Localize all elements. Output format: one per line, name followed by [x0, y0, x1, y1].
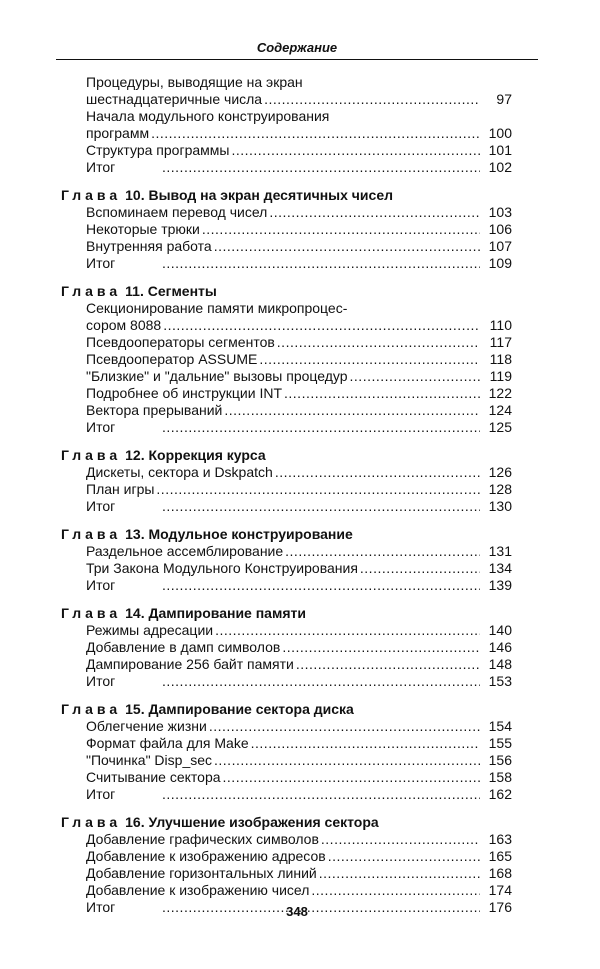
chapter-title: 10. Вывод на экран десятичных чисел	[125, 187, 393, 203]
entry-text: Считывание сектора	[86, 769, 221, 785]
dot-leader	[224, 402, 480, 419]
entry-text: Подробнее об инструкции INT	[86, 385, 283, 401]
entry-row	[86, 577, 512, 594]
entry-row	[86, 351, 512, 368]
chapter-section	[61, 526, 512, 594]
chapter-heading	[61, 187, 512, 204]
entry-page-number: 153	[488, 673, 512, 689]
entry-row	[86, 125, 512, 142]
entry-page-number: 122	[488, 385, 512, 401]
toc-entry	[86, 255, 512, 272]
dot-leader	[209, 718, 480, 735]
entry-page-number: 125	[488, 419, 512, 435]
dot-leader	[360, 560, 480, 577]
dot-leader	[151, 125, 480, 142]
entry-row	[86, 368, 512, 385]
dot-leader	[328, 848, 480, 865]
entry-text: Добавление к изображению чисел	[86, 882, 310, 898]
entry-text: Дискеты, сектора и Dskpatch	[86, 464, 273, 480]
chapter-label: Глава	[61, 605, 122, 621]
toc-entry	[86, 221, 512, 238]
entry-text: сором 8088	[86, 317, 162, 333]
dot-leader	[163, 317, 480, 334]
toc-entry	[86, 865, 512, 882]
entry-text: Итог	[86, 255, 116, 271]
entry-row	[86, 402, 512, 419]
entry-page-number: 119	[489, 368, 512, 384]
table-of-contents	[61, 74, 512, 927]
entry-page-number: 131	[488, 543, 512, 559]
toc-entry	[86, 735, 512, 752]
dot-leader	[264, 91, 480, 108]
dot-leader	[284, 385, 480, 402]
dot-leader	[162, 419, 480, 436]
entry-page-number: 148	[488, 656, 512, 672]
toc-entry	[86, 74, 512, 108]
entry-page-number: 117	[489, 334, 512, 350]
toc-entry	[86, 498, 512, 515]
dot-leader	[162, 786, 480, 803]
entry-page-number: 174	[488, 882, 512, 898]
entry-text: шестнадцатеричные числа	[86, 91, 263, 107]
entry-page-number: 130	[488, 498, 512, 514]
page-number: 348	[286, 904, 308, 919]
entry-text-line: Секционирование памяти микропроцес-	[86, 300, 348, 316]
toc-entry	[86, 419, 512, 436]
chapter-heading	[61, 701, 512, 718]
dot-leader	[251, 735, 480, 752]
entry-row	[86, 481, 512, 498]
toc-entry	[86, 108, 512, 142]
dot-leader	[231, 142, 480, 159]
entry-row	[86, 91, 512, 108]
entry-text: Три Закона Модульного Конструирования	[86, 560, 358, 576]
entry-page-number: 162	[488, 786, 512, 802]
entry-text: Итог	[86, 419, 116, 435]
chapter-label: Глава	[61, 187, 122, 203]
entry-page-number: 165	[488, 848, 512, 864]
chapter-section	[61, 447, 512, 515]
entry-page-number: 107	[488, 238, 512, 254]
entry-row	[86, 831, 512, 848]
entry-page-number: 158	[488, 769, 512, 785]
dot-leader	[202, 221, 480, 238]
entry-text: Итог	[86, 159, 116, 175]
entry-page-number: 176	[488, 899, 512, 915]
dot-leader	[269, 204, 480, 221]
toc-entry	[86, 385, 512, 402]
toc-entry	[86, 882, 512, 899]
entry-text: Формат файла для Make	[86, 735, 249, 751]
toc-entry	[86, 464, 512, 481]
dot-leader	[259, 351, 480, 368]
entry-page-number: 97	[496, 91, 512, 107]
chapter-title: 12. Коррекция курса	[125, 447, 266, 463]
chapter-heading	[61, 283, 512, 300]
entry-text: Добавление горизонтальных линий	[86, 865, 317, 881]
toc-entry	[86, 204, 512, 221]
entry-page-number: 128	[488, 481, 512, 497]
entry-row	[86, 498, 512, 515]
entry-text: Вектора прерываний	[86, 402, 223, 418]
toc-entry	[86, 334, 512, 351]
entry-row	[86, 142, 512, 159]
entry-text: Облегчение жизни	[86, 718, 207, 734]
entry-row	[86, 622, 512, 639]
entry-row	[86, 238, 512, 255]
chapter-heading	[61, 605, 512, 622]
chapter-title: 16. Улучшение изображения сектора	[125, 814, 379, 830]
entry-page-number: 168	[488, 865, 512, 881]
entry-row	[86, 718, 512, 735]
entry-page-number: 126	[488, 464, 512, 480]
toc-entry	[86, 769, 512, 786]
toc-entry	[86, 300, 512, 334]
chapter-title: 15. Дампирование сектора диска	[125, 701, 354, 717]
entry-row	[86, 334, 512, 351]
entry-text-line: Начала модульного конструирования	[86, 108, 330, 124]
dot-leader	[321, 831, 480, 848]
toc-entry	[86, 368, 512, 385]
entry-page-number: 163	[488, 831, 512, 847]
entry-text: "Близкие" и "дальние" вызовы процедур	[86, 368, 348, 384]
chapter-heading	[61, 526, 512, 543]
toc-entry	[86, 622, 512, 639]
entry-text: Дампирование 256 байт памяти	[86, 656, 294, 672]
entry-page-number: 106	[488, 221, 512, 237]
entry-text: Раздельное ассемблирование	[86, 543, 284, 559]
dot-leader	[282, 639, 480, 656]
entry-page-number: 146	[488, 639, 512, 655]
entry-page-number: 124	[488, 402, 512, 418]
toc-entry	[86, 159, 512, 176]
dot-leader	[215, 622, 480, 639]
entry-page-number: 109	[488, 255, 512, 271]
header-rule	[56, 59, 538, 60]
entry-row	[86, 656, 512, 673]
entry-row	[86, 786, 512, 803]
entry-row	[86, 673, 512, 690]
dot-leader	[285, 543, 480, 560]
entry-row	[86, 464, 512, 481]
dot-leader	[275, 464, 480, 481]
dot-leader	[162, 498, 480, 515]
running-header: Содержание	[256, 40, 338, 55]
entry-page-number: 139	[488, 577, 512, 593]
dot-leader	[296, 656, 480, 673]
dot-leader	[214, 752, 480, 769]
chapter-continuation	[64, 74, 512, 176]
dot-leader	[162, 159, 480, 176]
toc-entry	[86, 639, 512, 656]
chapter-heading	[61, 447, 512, 464]
entry-row	[86, 560, 512, 577]
toc-entry	[86, 752, 512, 769]
entry-page-number: 134	[488, 560, 512, 576]
toc-entry	[86, 560, 512, 577]
chapter-label: Глава	[61, 701, 122, 717]
dot-leader	[214, 238, 480, 255]
entry-text: "Починка" Disp_sec	[86, 752, 213, 768]
entry-row	[86, 735, 512, 752]
entry-page-number: 140	[488, 622, 512, 638]
entry-page-number: 103	[488, 204, 512, 220]
entry-text: Псевдооператор ASSUME	[86, 351, 258, 367]
entry-text: Итог	[86, 498, 116, 514]
chapter-title: 11. Сегменты	[125, 283, 217, 299]
chapter-label: Глава	[61, 814, 122, 830]
toc-entry	[86, 577, 512, 594]
entry-page-number: 110	[489, 317, 512, 333]
entry-text: Добавление графических символов	[86, 831, 319, 847]
entry-row	[86, 848, 512, 865]
entry-page-number: 155	[488, 735, 512, 751]
chapter-label: Глава	[61, 526, 122, 542]
entry-text-line: Процедуры, выводящие на экран	[86, 74, 303, 90]
dot-leader	[277, 334, 480, 351]
entry-page-number: 156	[488, 752, 512, 768]
dot-leader	[156, 481, 480, 498]
entry-row	[86, 865, 512, 882]
entry-text: Структура программы	[86, 142, 230, 158]
entry-row	[86, 543, 512, 560]
toc-entry	[86, 786, 512, 803]
entry-row	[86, 385, 512, 402]
chapter-title: 13. Модульное конструирование	[125, 526, 353, 542]
entry-page-number: 100	[488, 125, 512, 141]
entry-text: Некоторые трюки	[86, 221, 200, 237]
toc-entry	[86, 481, 512, 498]
entry-row	[86, 159, 512, 176]
entry-row	[86, 639, 512, 656]
chapter-title: 14. Дампирование памяти	[125, 605, 306, 621]
entry-page-number: 102	[488, 159, 512, 175]
toc-entry	[86, 831, 512, 848]
chapter-heading	[61, 814, 512, 831]
chapter-section	[61, 701, 512, 803]
toc-entry	[86, 402, 512, 419]
entry-text: Внутренняя работа	[86, 238, 212, 254]
entry-text: Итог	[86, 786, 116, 802]
chapter-section	[61, 814, 512, 916]
entry-text: Итог	[86, 673, 116, 689]
entry-row	[86, 317, 512, 334]
dot-leader	[350, 368, 480, 385]
toc-entry	[86, 848, 512, 865]
entry-row	[86, 221, 512, 238]
toc-entry	[86, 718, 512, 735]
chapter-label: Глава	[61, 447, 122, 463]
chapter-section	[61, 605, 512, 690]
chapter-section	[61, 187, 512, 272]
toc-entry	[86, 656, 512, 673]
entry-text: Итог	[86, 899, 116, 915]
entry-row	[86, 204, 512, 221]
toc-entry	[86, 238, 512, 255]
entry-row	[86, 752, 512, 769]
entry-row	[86, 419, 512, 436]
entry-text: Добавление в дамп символов	[86, 639, 281, 655]
entry-text: Псевдооператоры сегментов	[86, 334, 275, 350]
toc-entry	[86, 351, 512, 368]
toc-entry	[86, 543, 512, 560]
dot-leader	[223, 769, 480, 786]
entry-page-number: 101	[488, 142, 512, 158]
dot-leader	[311, 882, 480, 899]
entry-row	[86, 882, 512, 899]
entry-text: Вспоминаем перевод чисел	[86, 204, 268, 220]
chapter-label: Глава	[61, 283, 122, 299]
entry-text: Итог	[86, 577, 116, 593]
entry-text: План игры	[86, 481, 155, 497]
entry-text: Добавление к изображению адресов	[86, 848, 326, 864]
entry-row	[86, 255, 512, 272]
dot-leader	[319, 865, 480, 882]
entry-row	[86, 769, 512, 786]
dot-leader	[162, 577, 480, 594]
toc-entry	[86, 673, 512, 690]
entry-text: программ	[86, 125, 150, 141]
dot-leader	[162, 673, 480, 690]
dot-leader	[162, 255, 480, 272]
toc-entry	[86, 142, 512, 159]
entry-text: Режимы адресации	[86, 622, 214, 638]
entry-page-number: 154	[488, 718, 512, 734]
chapter-section	[61, 283, 512, 436]
entry-page-number: 118	[489, 351, 512, 367]
